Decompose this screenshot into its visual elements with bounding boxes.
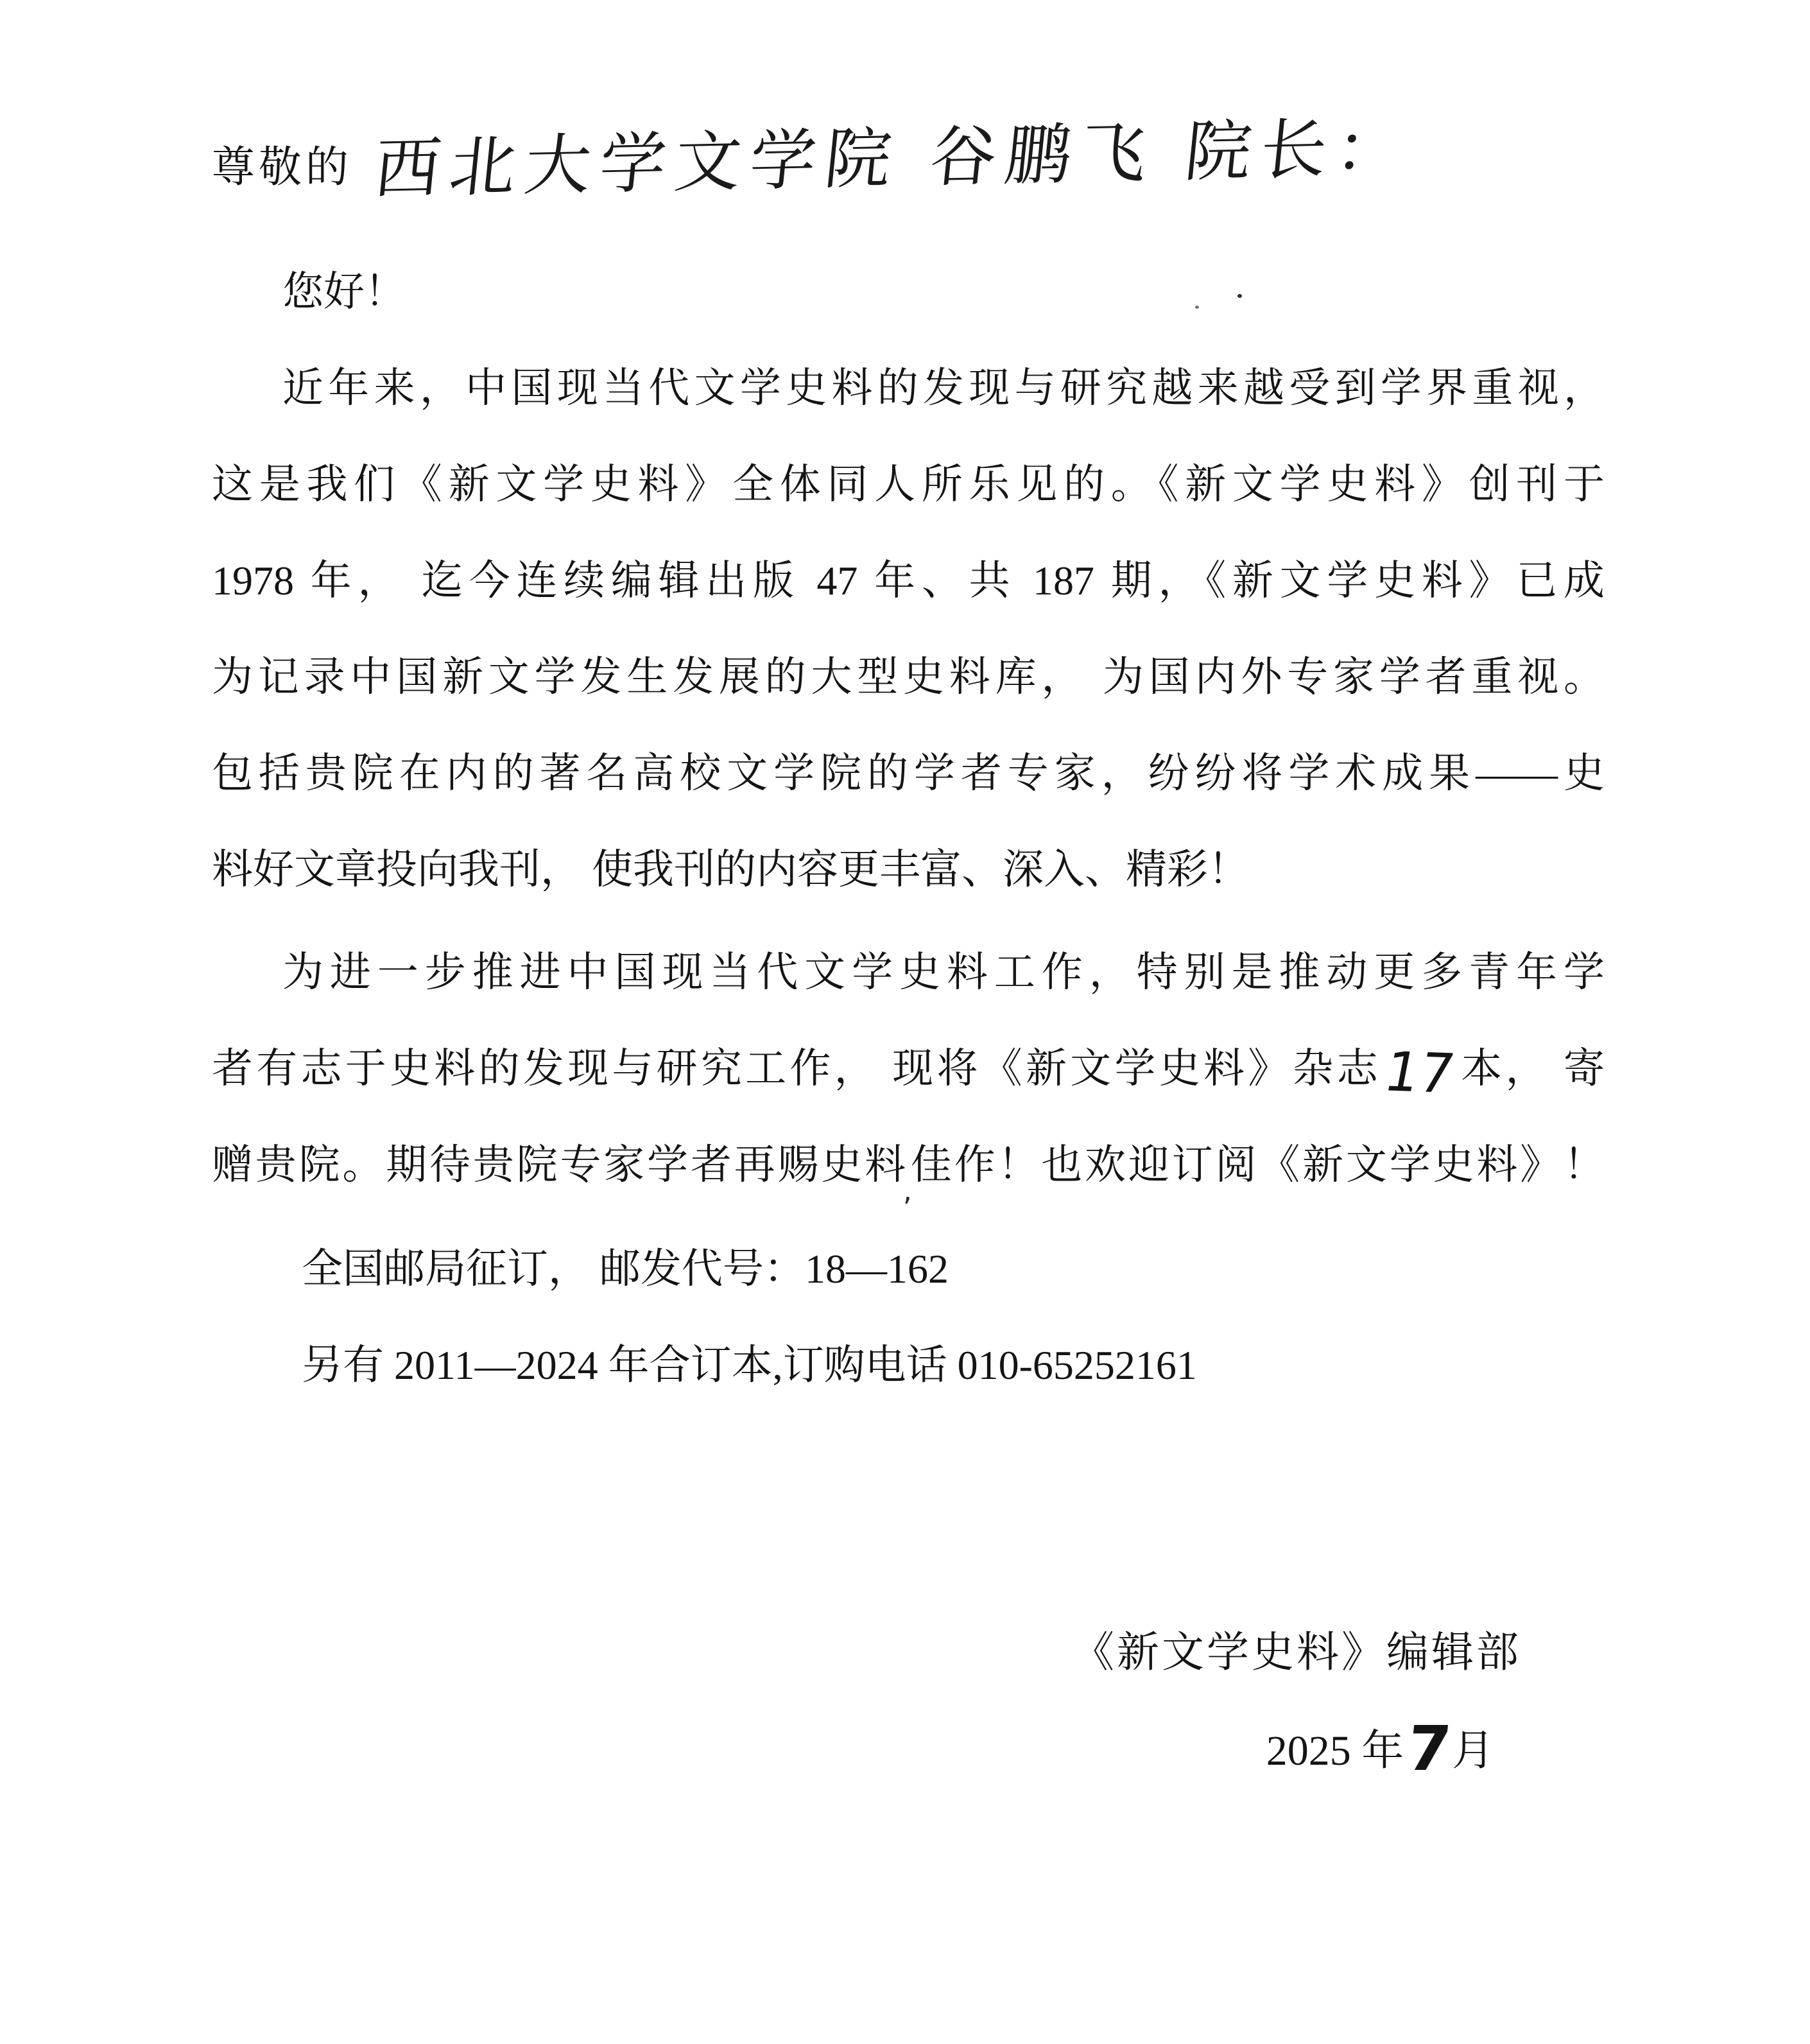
body-line-9: 赠贵院。期待贵院专家学者再赐史料,佳作！也欢迎订阅《新文学史料》！ — [212, 1142, 1605, 1208]
body-line-2: 这是我们《新文学史料》全体同人所乐见的。《新文学史料》创刊于 — [212, 462, 1605, 507]
magazine-count-handwritten: 17 — [1379, 1040, 1460, 1105]
body-line-8-text-after: 本， 寄 — [1457, 1046, 1605, 1091]
subscription-line-1: 全国邮局征订， 邮发代号：18—162 — [302, 1246, 949, 1292]
body-line-1: 近年来，中国现当代文学史料的发现与研究越来越受到学界重视， — [282, 365, 1605, 411]
scan-speck — [1195, 306, 1199, 309]
salutation-prefix: 尊敬的 — [212, 144, 352, 191]
body-line-8 — [212, 1021, 1605, 1117]
body-line-3: 1978 年， 迄今连续编辑出版 47 年、共 187 期，《新文学史料》已成 — [212, 558, 1605, 603]
recipient-name-handwritten: 西北大学文学院 谷鹏飞 院长： — [370, 108, 1415, 208]
signature-department: 《新文学史料》编辑部 — [1072, 1629, 1521, 1676]
date-line: 2025 年7月 — [1266, 1713, 1494, 1785]
date-month-suffix: 月 — [1452, 1728, 1494, 1774]
body-line-9-text-2: 佳作！也欢迎订阅《新文学史料》！ — [908, 1142, 1605, 1188]
letter-body — [212, 244, 1605, 1414]
scan-speck — [1237, 294, 1242, 298]
salutation-line — [212, 96, 1415, 231]
body-line-4: 为记录中国新文学发生发展的大型史料库， 为国内外专家学者重视。 — [212, 654, 1605, 700]
body-line-8-text-before: 者有志于史料的发现与研究工作， 现将《新文学史料》杂志 — [212, 1046, 1382, 1091]
body-line-9-text-1: 赠贵院。期待贵院专家学者再赐史料 — [212, 1142, 908, 1188]
date-year-text: 2025 年 — [1266, 1728, 1404, 1774]
body-line-6: 料好文章投向我刊， 使我刊的内容更丰富、深入、精彩！ — [212, 847, 1249, 892]
body-line-7: 为进一步推进中国现当代文学史料工作，特别是推动更多青年学 — [282, 949, 1605, 995]
subscription-line-2: 另有 2011—2024 年合订本,订购电话 010-65252161 — [302, 1342, 1197, 1388]
greeting-line: 您好！ — [282, 269, 406, 315]
body-line-5: 包括贵院在内的著名高校文学院的学者专家，纷纷将学术成果——史 — [212, 750, 1605, 796]
